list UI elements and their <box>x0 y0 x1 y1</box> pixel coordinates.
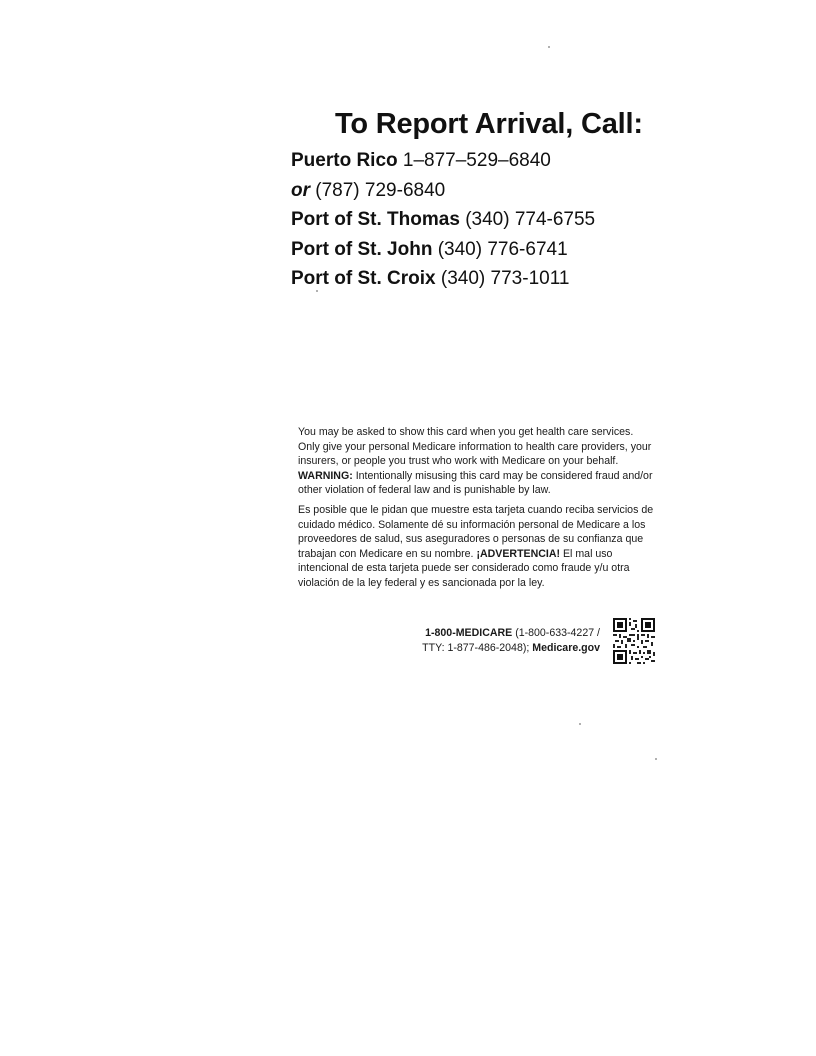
page-title: To Report Arrival, Call: <box>335 108 643 140</box>
contact-label: or <box>291 179 310 201</box>
notice-english-text: You may be asked to show this card when you get health care services. Only give your personal Medicare information to health care providers, your insurers, or people you trust who work with Medicare on your behalf. <box>298 426 652 468</box>
qr-code-icon <box>613 618 655 664</box>
warning-label: WARNING: <box>298 469 353 482</box>
scan-speck <box>548 46 550 48</box>
contact-line-st-thomas <box>291 205 595 235</box>
contact-line-st-croix <box>291 264 595 294</box>
contact-label: Puerto Rico <box>291 150 398 171</box>
notice-spanish-text: Es posible que le pidan que muestre esta tarjeta cuando reciba servicios de cuidado médico. Solamente dé su información personal de Medicare a los proveedores de salud, sus aseguradores o personas de su confianza que trabajan con Medicare en su nombre. <box>298 503 654 560</box>
tty-number: TTY: 1-877-486-2048); <box>422 641 530 654</box>
advertencia-label: ¡ADVERTENCIA! <box>476 547 561 560</box>
card-notice <box>298 425 654 596</box>
contact-number: 1–877–529–6840 <box>402 150 551 171</box>
medicare-phone-line <box>372 626 600 641</box>
contact-number: (340) 773-1011 <box>440 268 570 289</box>
notice-spanish <box>298 503 654 591</box>
warning-text: Intentionally misusing this card may be considered fraud and/or other violation of federal law and is punishable by law. <box>298 469 653 497</box>
contact-number: (787) 729-6840 <box>315 179 446 201</box>
notice-english <box>298 425 654 498</box>
advertencia-text: El mal uso intencional de esta tarjeta puede ser considerado como fraude y/u otra violación de la ley federal y es sancionada por la ley. <box>298 547 630 589</box>
scan-speck <box>579 723 581 725</box>
contact-line-st-john <box>291 235 595 265</box>
tty-line <box>372 641 600 656</box>
contact-line-puerto-rico <box>291 146 595 176</box>
contact-label: Port of St. John <box>291 238 433 260</box>
scan-speck <box>316 290 318 292</box>
scan-speck <box>655 758 657 760</box>
contact-number: (340) 774-6755 <box>465 209 596 230</box>
contact-label: Port of St. Thomas <box>291 209 460 230</box>
contact-number: (340) 776-6741 <box>437 238 568 260</box>
medicare-number: (1-800-633-4227 / <box>515 627 600 639</box>
medicare-label: 1-800-MEDICARE <box>425 627 513 639</box>
contact-label: Port of St. Croix <box>291 268 436 289</box>
medicare-contact <box>372 626 600 655</box>
medicare-website: Medicare.gov <box>532 641 600 654</box>
contact-line-puerto-rico-alt <box>291 176 595 206</box>
contact-list <box>291 146 595 294</box>
